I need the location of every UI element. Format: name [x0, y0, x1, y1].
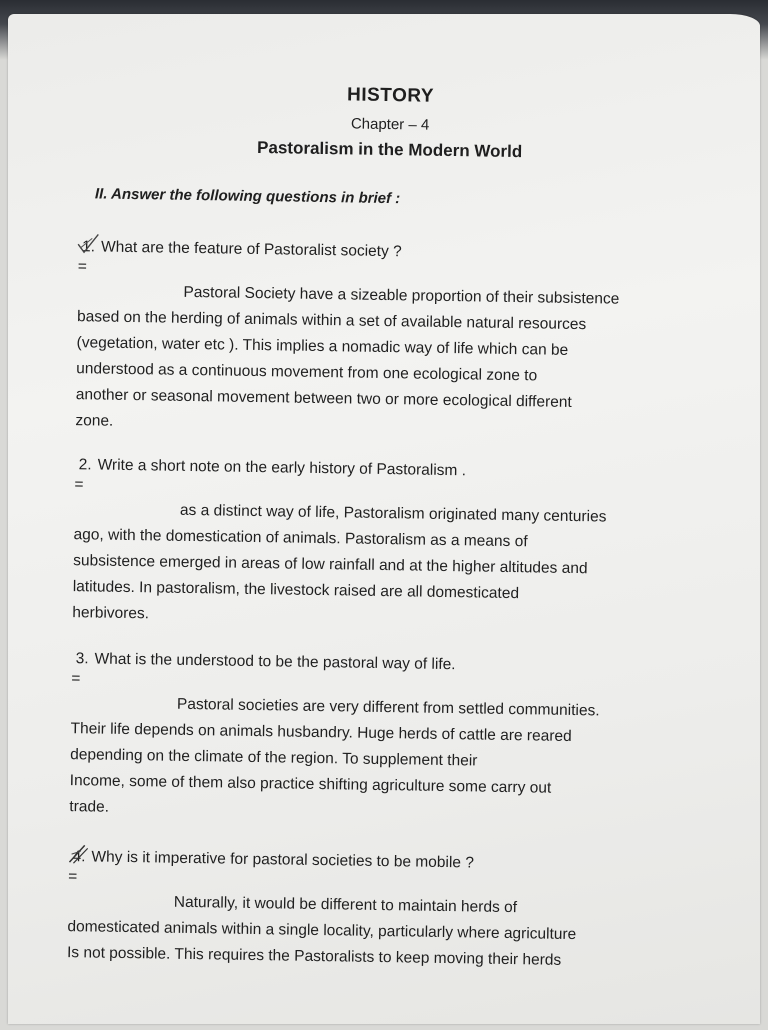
answer-marker: = [74, 476, 84, 494]
answer-line: Naturally, it would be different to maintain herds of [173, 893, 518, 917]
answer-line: zone. [75, 412, 114, 430]
answer-line: based on the herding of animals within a set of available natural resources [76, 308, 587, 334]
question-block-4 [67, 848, 709, 976]
answer-line: ago, with the domestication of animals. Pastoralism as a means of [73, 526, 528, 551]
instruction-heading: II. Answer the following questions in brief : [94, 185, 401, 208]
answer-line: Pastoral Society have a sizeable proportion of their subsistence [183, 283, 620, 308]
answer-line: subsistence emerged in areas of low rainfall and at the higher altitudes and [73, 552, 588, 578]
question-number: 3. [75, 650, 89, 668]
answer-line: herbivores. [72, 604, 150, 623]
answer-line: Is not possible. This requires the Pastoralists to keep moving their herds [66, 944, 562, 969]
document-title: Pastoralism in the Modern World [256, 137, 523, 162]
question-block-3 [69, 650, 712, 830]
answer-2 [72, 496, 714, 636]
question-number: 4. [72, 848, 86, 866]
answer-marker: = [71, 670, 81, 688]
chapter-heading: Chapter – 4 [350, 115, 430, 134]
answer-line: understood as a continuous movement from one ecological zone to [76, 360, 538, 385]
answer-4 [67, 888, 708, 976]
answer-line: latitudes. In pastoralism, the livestock raised are all domesticated [72, 578, 520, 603]
answer-line: domesticated animals within a single locality, particularly where agriculture [67, 918, 577, 944]
question-text: What is the understood to be the pastoral way of life. [94, 650, 456, 674]
answer-line: as a distinct way of life, Pastoralism originated many centuries [179, 501, 607, 526]
question-text: Write a short note on the early history of Pastoralism . [97, 456, 467, 480]
question-block-2 [72, 456, 715, 636]
answer-line: trade. [69, 798, 110, 816]
answer-marker: = [77, 258, 88, 276]
question-text: What are the feature of Pastoralist society ? [100, 238, 402, 261]
question-text: Why is it imperative for pastoral societies to be mobile ? [91, 848, 475, 872]
answer-line: Their life depends on animals husbandry. Huge herds of cattle are reared [70, 720, 572, 745]
subject-heading: HISTORY [346, 84, 435, 107]
answer-line: (vegetation, water etc ). This implies a nomadic way of life which can be [76, 334, 569, 359]
answer-marker: = [68, 868, 78, 886]
question-number: 2. [78, 456, 92, 474]
answer-3 [69, 690, 711, 830]
question-number: 1. [81, 238, 96, 256]
answer-line: Income, some of them also practice shifting agriculture some carry out [69, 772, 552, 797]
answer-1 [75, 278, 717, 444]
answer-line: Pastoral societies are very different from settled communities. [176, 695, 600, 720]
answer-line: another or seasonal movement between two or more ecological different [75, 386, 572, 411]
answer-line: depending on the climate of the region. To supplement their [70, 746, 478, 770]
question-block-1 [75, 238, 718, 444]
